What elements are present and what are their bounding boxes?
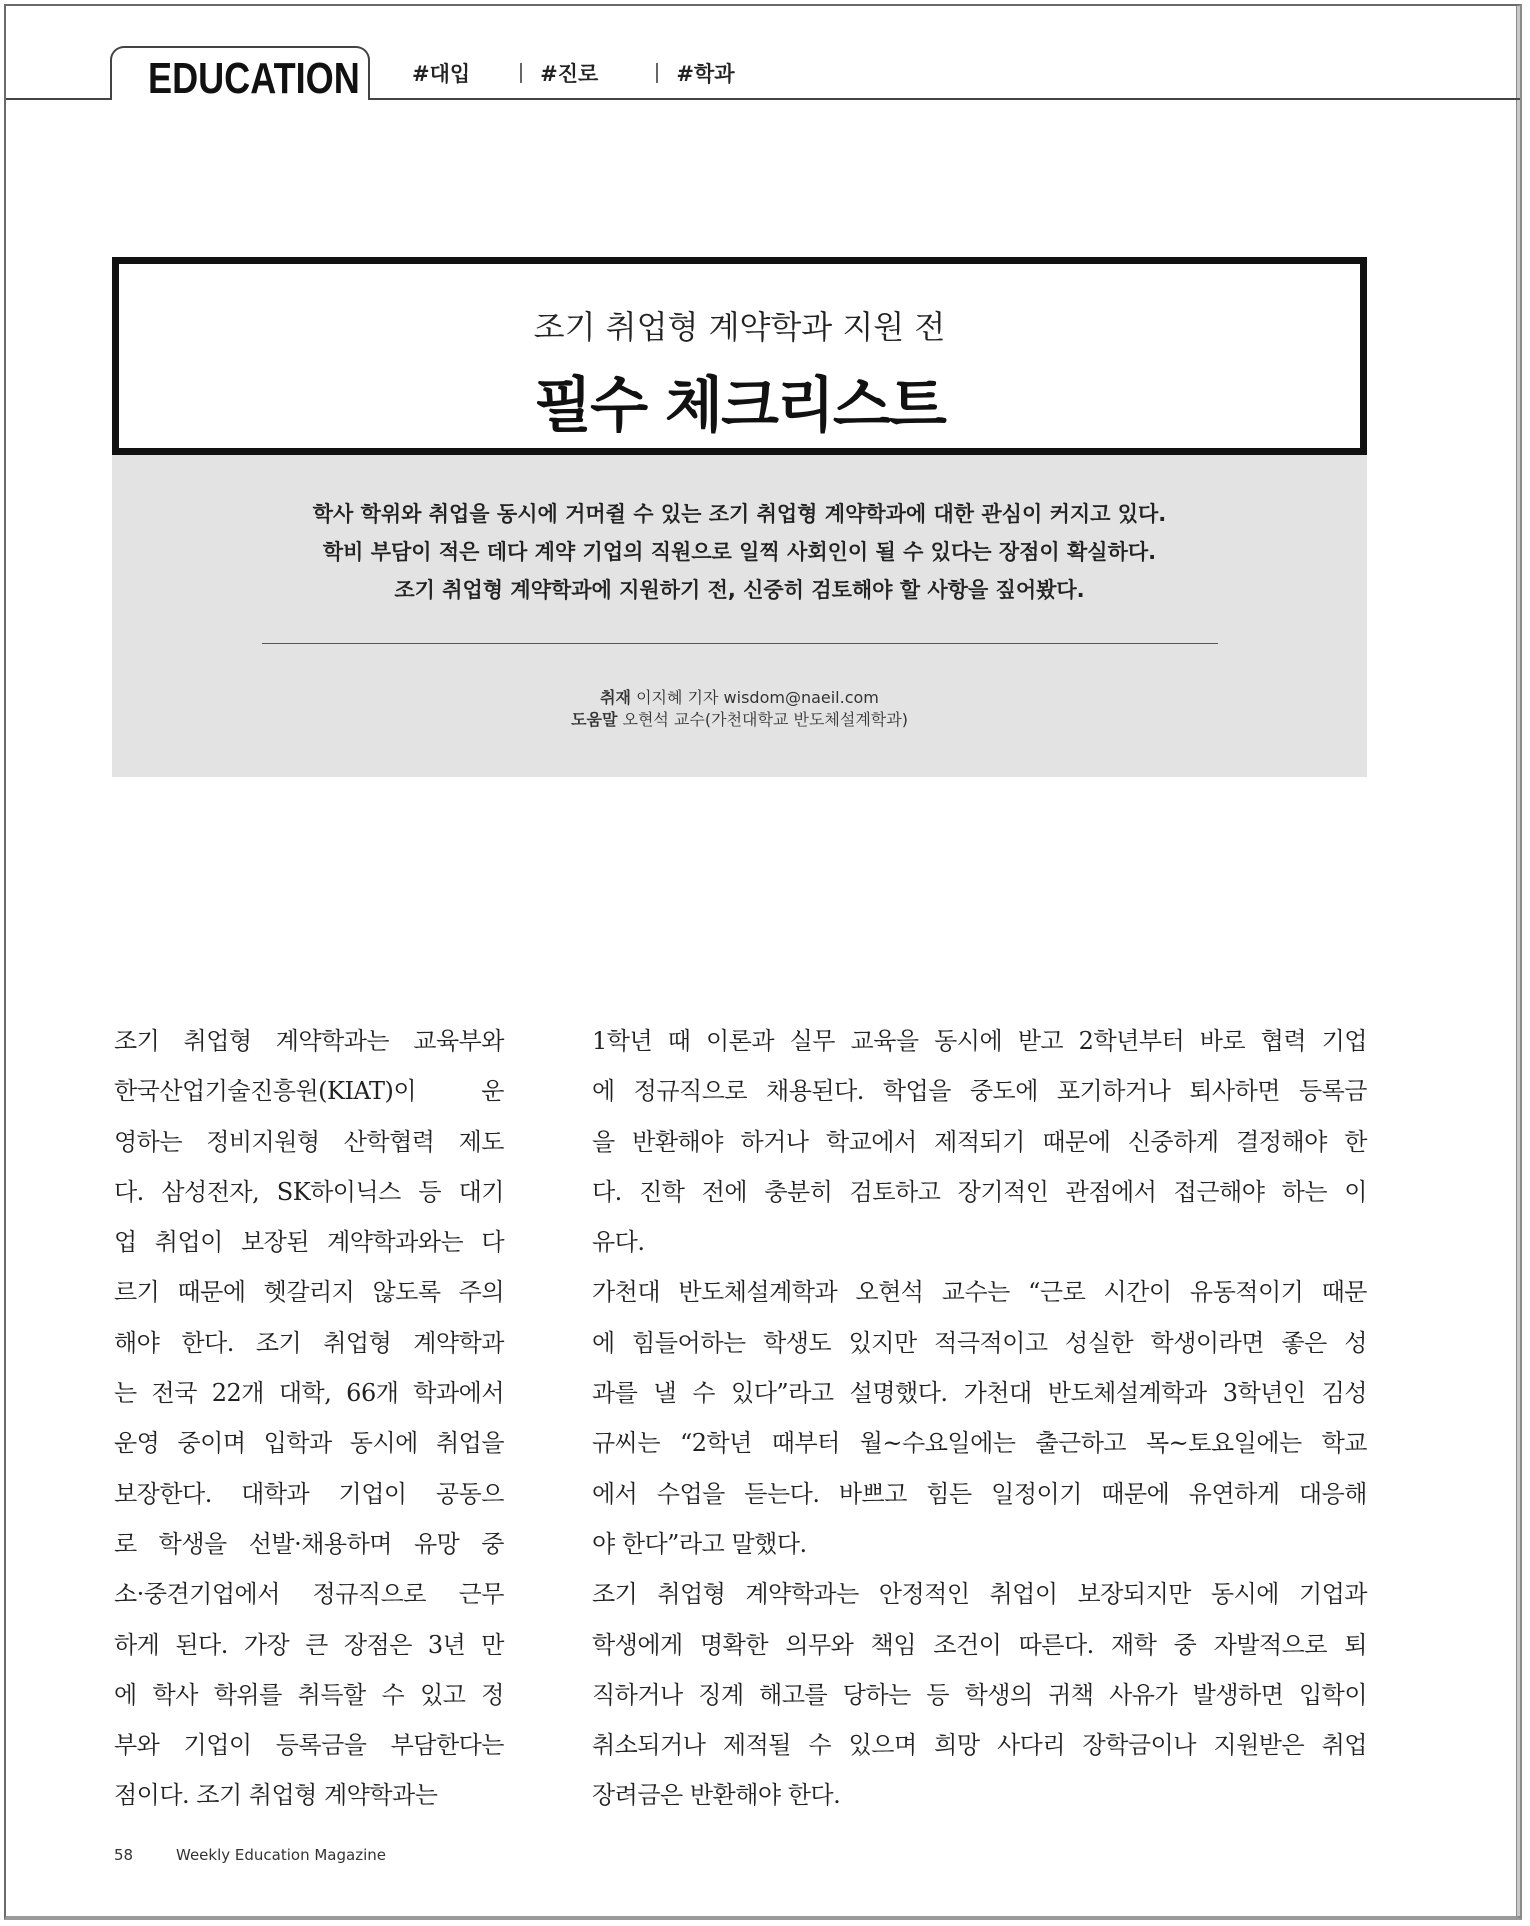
- magazine-name: Weekly Education Magazine: [176, 1846, 386, 1864]
- body-column-right: [592, 1016, 1367, 1821]
- tag-career: #진로: [540, 62, 599, 86]
- credit-role: 도움말: [571, 710, 618, 729]
- tag-divider: [520, 63, 522, 83]
- lead-box: [112, 455, 1367, 777]
- body-text-line: 소·중견기업에서 정규직으로 근무: [114, 1580, 504, 1609]
- body-text-line: 을 반환해야 하거나 학교에서 제적되기 때문에 신중하게 결정해야 한: [592, 1127, 1367, 1156]
- body-text-line: 점이다. 조기 취업형 계약학과는: [114, 1781, 438, 1810]
- page-number: 58: [114, 1846, 134, 1864]
- body-text-line: 해야 한다. 조기 취업형 계약학과: [114, 1328, 504, 1357]
- body-text-line: 업 취업이 보장된 계약학과와는 다: [114, 1228, 504, 1257]
- page-edge: [1517, 6, 1520, 1916]
- lead-line: 학사 학위와 취업을 동시에 거머쥘 수 있는 조기 취업형 계약학과에 대한 관심이 커지고 있다.: [312, 502, 1167, 526]
- body-text-line: 하게 된다. 가장 큰 장점은 3년 만: [114, 1630, 504, 1659]
- body-paragraph: [592, 1016, 1367, 1267]
- body-text-line: 다. 삼성전자, SK하이닉스 등 대기: [114, 1177, 504, 1206]
- body-text-line: 운영 중이며 입학과 동시에 취업을: [114, 1429, 504, 1458]
- body-text-line: 조기 취업형 계약학과는 안정적인 취업이 보장되지만 동시에 기업과: [592, 1580, 1367, 1609]
- body-paragraph: [592, 1569, 1367, 1820]
- footer: [114, 1846, 386, 1864]
- body-text-line: 로 학생을 선발·채용하며 유망 중: [114, 1529, 504, 1558]
- body-text-line: 학생에게 명확한 의무와 책임 조건이 따른다. 재학 중 자발적으로 퇴: [592, 1630, 1367, 1659]
- header-rule: [370, 98, 1520, 100]
- credit-text: 이지혜 기자 wisdom@naeil.com: [631, 688, 879, 707]
- body-text-line: 과를 낼 수 있다”라고 설명했다. 가천대 반도체설계학과 3학년인 김성: [592, 1379, 1367, 1408]
- section-title: EDUCATION: [148, 54, 360, 103]
- credit-text: 오현석 교수(가천대학교 반도체설계학과): [617, 710, 908, 729]
- body-text-line: 조기 취업형 계약학과는 교육부와: [114, 1027, 504, 1055]
- tag-admission: #대입: [412, 62, 471, 86]
- body-text-line: 는 전국 22개 대학, 66개 학과에서: [114, 1379, 504, 1408]
- tag-divider: [656, 63, 658, 83]
- body-column-left: [114, 1016, 504, 1821]
- body-text-line: 보장한다. 대학과 기업이 공동으: [114, 1479, 504, 1508]
- body-text-line: 한국산업기술진흥원(KIAT)이 운: [114, 1077, 504, 1106]
- body-text-line: 르기 때문에 헷갈리지 않도록 주의: [114, 1278, 504, 1307]
- body-text-line: 장려금은 반환해야 한다.: [592, 1781, 841, 1810]
- body-paragraph: [592, 1267, 1367, 1569]
- body-text-line: 부와 기업이 등록금을 부담한다는: [114, 1731, 504, 1760]
- body-text-line: 영하는 정비지원형 산학협력 제도: [114, 1127, 504, 1156]
- body-text-line: 에 학사 학위를 취득할 수 있고 정: [114, 1680, 504, 1709]
- tag-list: [412, 58, 735, 88]
- credit-advisor: [112, 709, 1367, 731]
- lead-text: [112, 495, 1367, 609]
- title-box: [112, 257, 1367, 455]
- body-text-line: 1학년 때 이론과 실무 교육을 동시에 받고 2학년부터 바로 협력 기업: [592, 1027, 1367, 1055]
- body-text-line: 가천대 반도체설계학과 오현석 교수는 “근로 시간이 유동적이기 때문: [592, 1278, 1367, 1307]
- lead-line: 조기 취업형 계약학과에 지원하기 전, 신중히 검토해야 할 사항을 짚어봤다.: [394, 578, 1085, 602]
- article-title: 필수 체크리스트: [534, 371, 945, 441]
- body-text-line: 에 정규직으로 채용된다. 학업을 중도에 포기하거나 퇴사하면 등록금: [592, 1077, 1367, 1106]
- credits: [112, 687, 1367, 731]
- credit-reporter: [112, 687, 1367, 709]
- tag-major: #학과: [676, 62, 735, 86]
- lead-line: 학비 부담이 적은 데다 계약 기업의 직원으로 일찍 사회인이 될 수 있다는 장점이 확실하다.: [322, 540, 1157, 564]
- header-rule-left: [6, 98, 110, 100]
- body-text-line: 다. 진학 전에 충분히 검토하고 장기적인 관점에서 접근해야 하는 이: [592, 1177, 1367, 1206]
- lead-divider: [262, 643, 1218, 644]
- body-text-line: 야 한다”라고 말했다.: [592, 1529, 807, 1558]
- body-text-line: 에서 수업을 듣는다. 바쁘고 힘든 일정이기 때문에 유연하게 대응해: [592, 1479, 1367, 1508]
- credit-role: 취재: [600, 688, 632, 707]
- body-text-line: 취소되거나 제적될 수 있으며 희망 사다리 장학금이나 지원받은 취업: [592, 1731, 1367, 1760]
- body-text-line: 에 힘들어하는 학생도 있지만 적극적이고 성실한 학생이라면 좋은 성: [592, 1328, 1367, 1357]
- body-text-line: 유다.: [592, 1228, 645, 1257]
- body-text-line: 규씨는 “2학년 때부터 월~수요일에는 출근하고 목~토요일에는 학교: [592, 1429, 1367, 1458]
- article-subtitle: 조기 취업형 계약학과 지원 전: [533, 308, 946, 346]
- body-text-line: 직하거나 징계 해고를 당하는 등 학생의 귀책 사유가 발생하면 입학이: [592, 1680, 1367, 1709]
